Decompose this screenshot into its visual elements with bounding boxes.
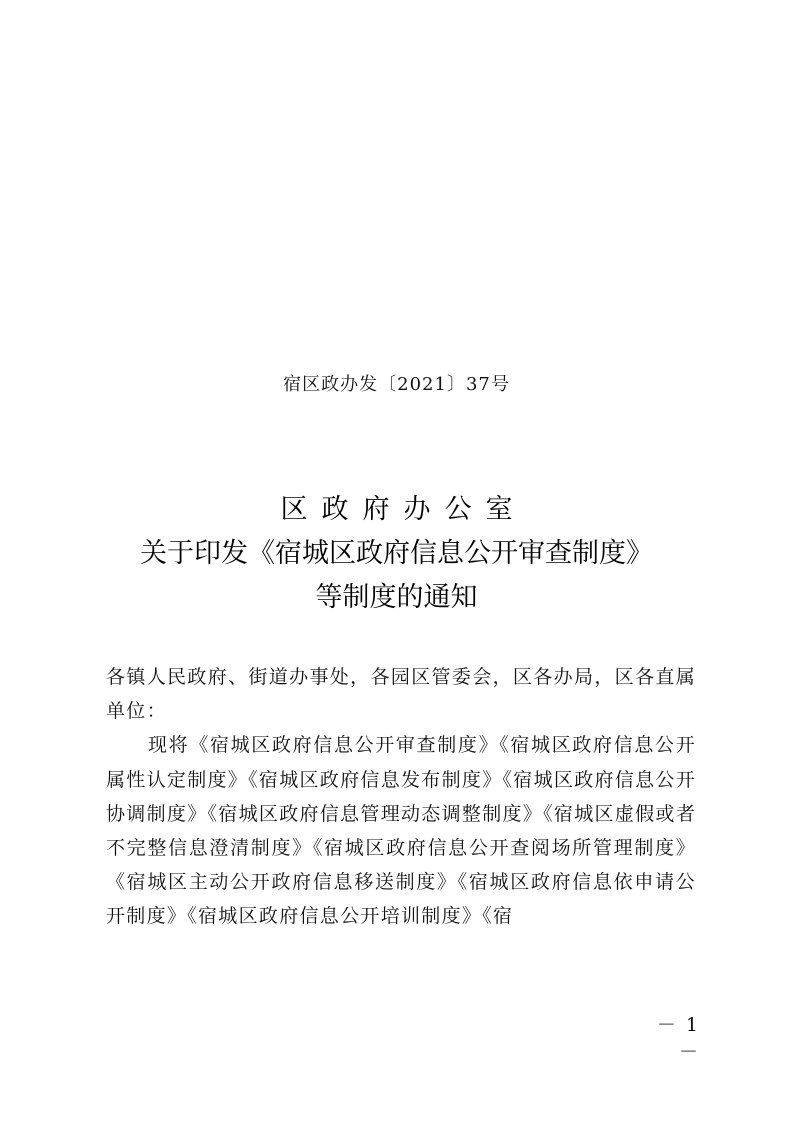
document-number: 宿区政办发〔2021〕37号 — [283, 374, 510, 395]
document-body — [106, 660, 696, 934]
title-line-2: 关于印发《宿城区政府信息公开审查制度》 — [140, 538, 653, 569]
title-line-1: 区政府办公室 — [280, 494, 527, 525]
salutation: 各镇人民政府、街道办事处，各园区管委会，区各办局，区各直属单位： — [106, 666, 696, 723]
body-paragraph: 现将《宿城区政府信息公开审查制度》《宿城区政府信息公开属性认定制度》《宿城区政府信息发布制度》《宿城区政府信息公开协调制度》《宿城区政府信息管理动态调整制度》《宿城区虚假或者不完整信息澄清制度》《宿城区政府信息公开查阅场所管理制度》《宿城区主动公开政府信息移送制度》《宿城区政府信息依申请公开制度》《宿城区政府信息公开培训制度》《宿 — [106, 734, 697, 928]
document-title — [0, 488, 793, 620]
page-number: － 1 － — [656, 1014, 700, 1063]
title-line-3: 等制度的通知 — [315, 582, 478, 613]
